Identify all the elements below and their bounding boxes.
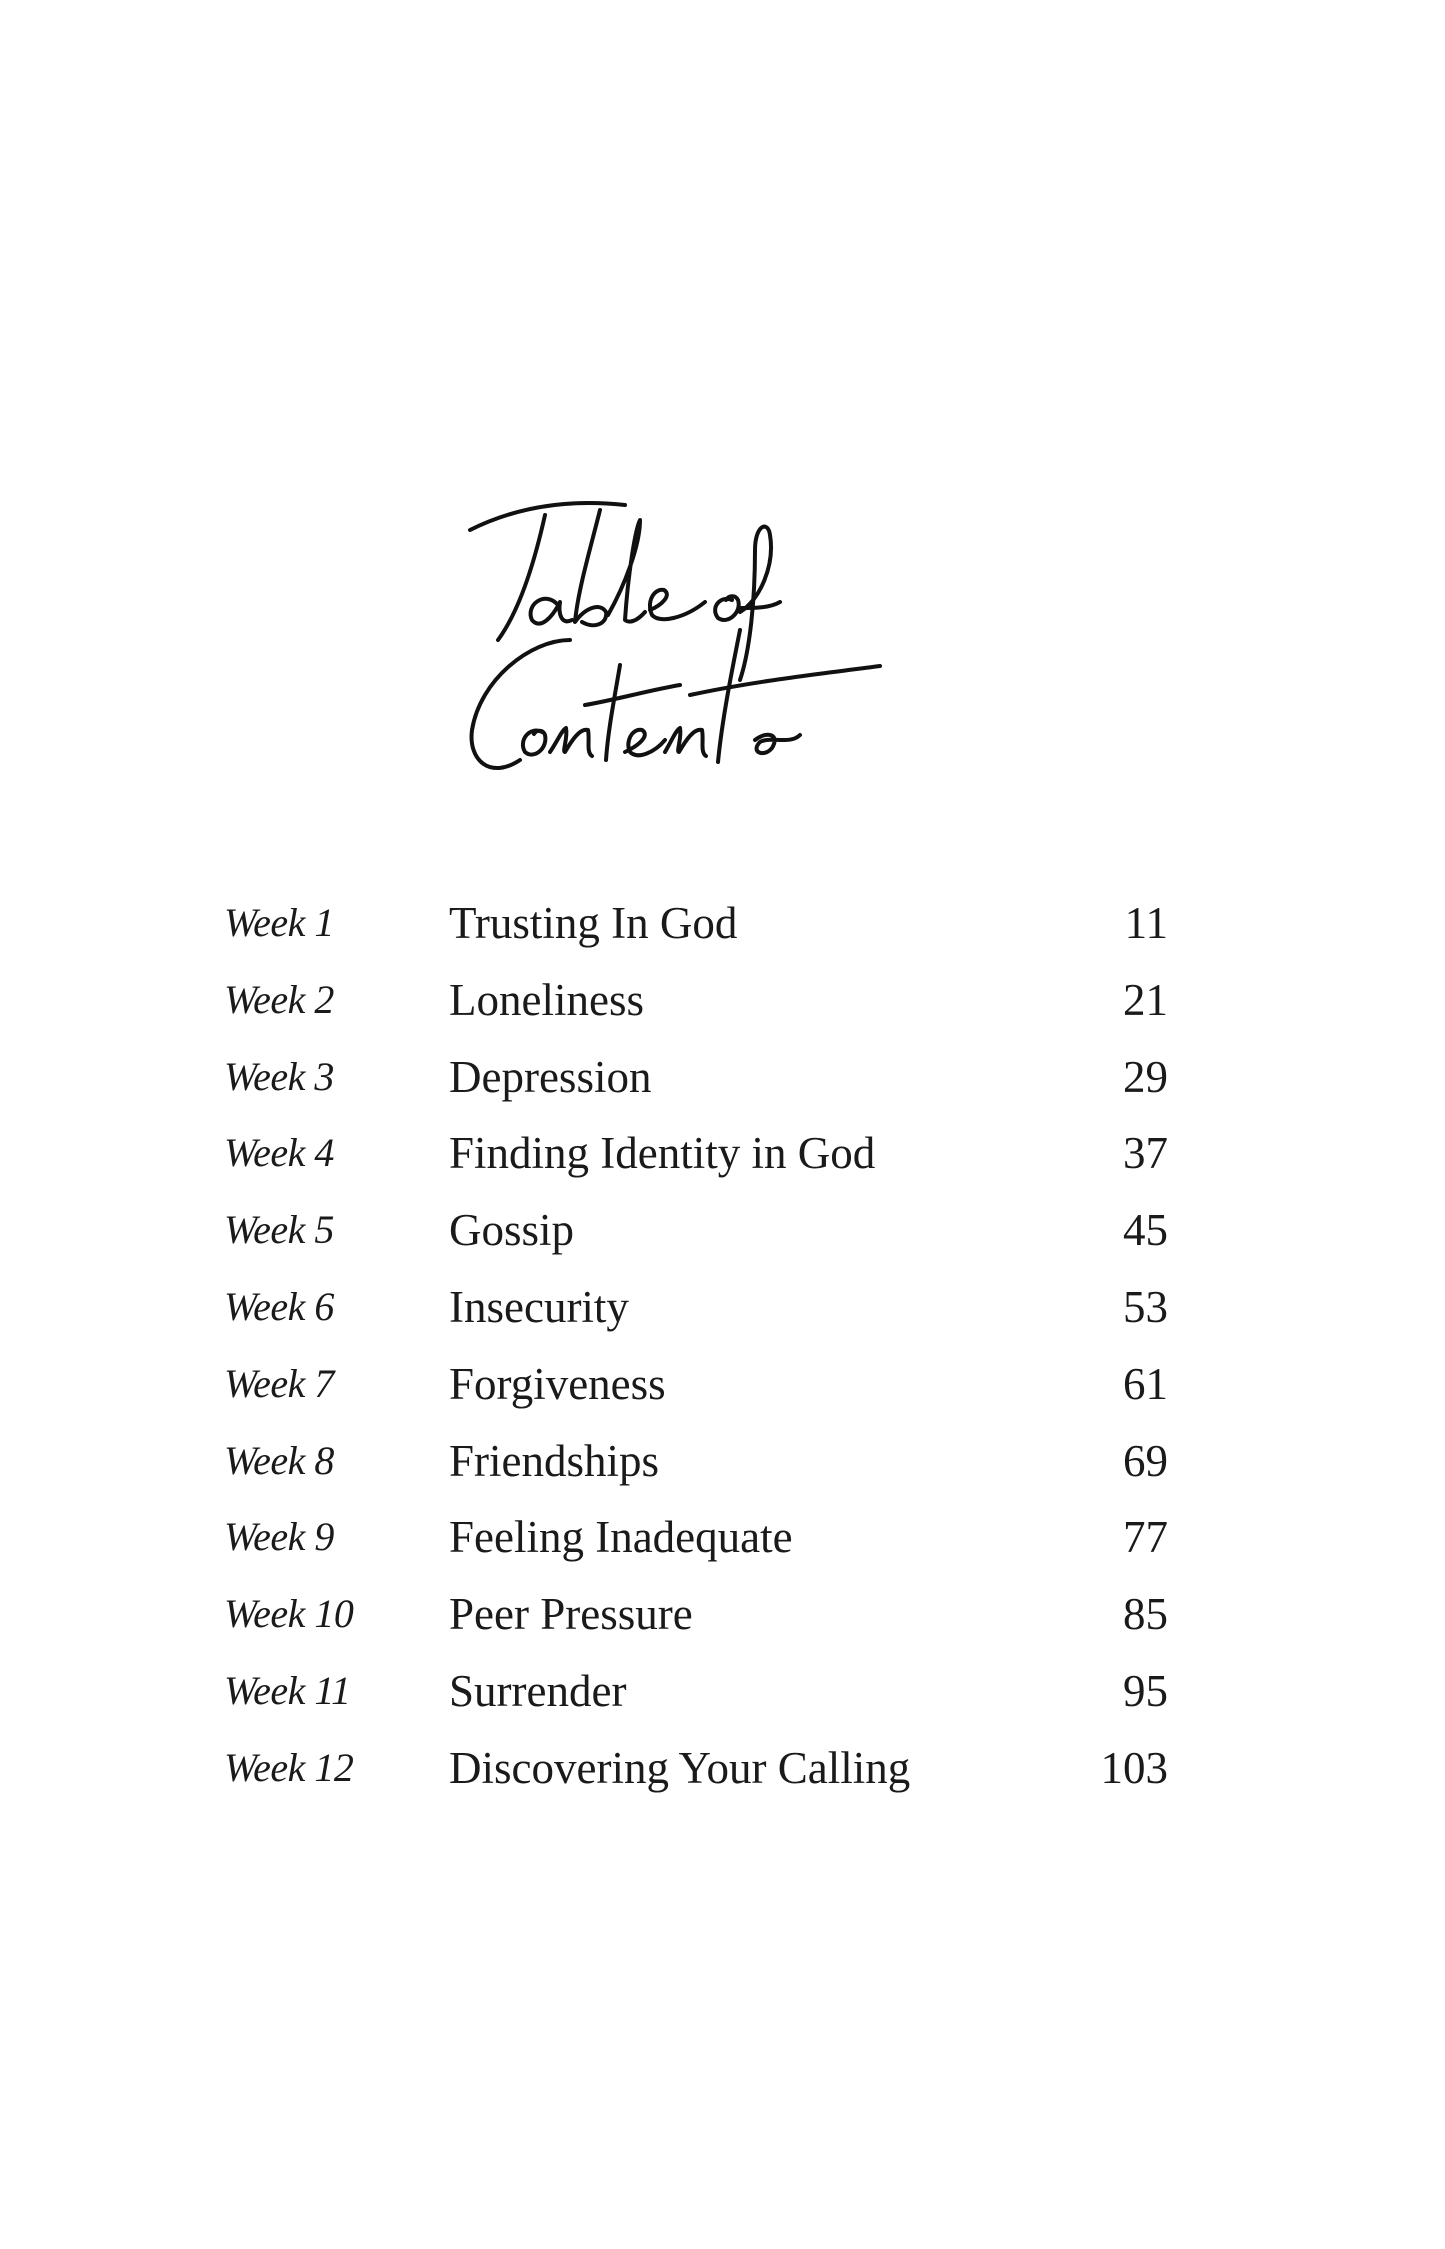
toc-page-number: 11 — [1124, 898, 1168, 948]
toc-entry[interactable] — [224, 970, 1168, 1047]
toc-page-number: 37 — [1123, 1128, 1168, 1179]
toc-page-number: 103 — [1100, 1742, 1168, 1793]
toc-week: Week 4 — [224, 1130, 334, 1176]
toc-week: Week 2 — [224, 976, 334, 1022]
toc-page-number: 61 — [1123, 1358, 1168, 1409]
toc-page-number: 95 — [1123, 1665, 1168, 1716]
toc-page-number: 69 — [1123, 1435, 1168, 1486]
toc-week: Week 10 — [224, 1591, 354, 1637]
toc-page-number: 77 — [1123, 1512, 1168, 1563]
toc-entry[interactable] — [224, 1123, 1168, 1200]
toc-page-number: 53 — [1123, 1281, 1168, 1332]
toc-week: Week 1 — [224, 900, 334, 945]
lettering-line-2 — [472, 630, 880, 768]
toc-page-number: 29 — [1123, 1051, 1168, 1102]
toc-topic: Surrender — [449, 1665, 627, 1716]
toc-entry[interactable] — [224, 1200, 1168, 1277]
toc-page-number: 45 — [1123, 1205, 1168, 1256]
toc-entry[interactable] — [224, 1661, 1168, 1738]
toc-entry[interactable] — [224, 1047, 1168, 1124]
toc-topic: Depression — [449, 1051, 652, 1102]
toc-topic: Peer Pressure — [449, 1589, 693, 1640]
toc-topic: Feeling Inadequate — [449, 1512, 793, 1563]
toc-topic: Loneliness — [449, 974, 644, 1025]
toc-week: Week 9 — [224, 1514, 334, 1560]
toc-week: Week 3 — [224, 1053, 334, 1099]
toc-week: Week 8 — [224, 1437, 334, 1483]
toc-topic: Finding Identity in God — [449, 1128, 876, 1179]
toc-entry[interactable] — [224, 893, 1168, 970]
toc-week: Week 5 — [224, 1207, 334, 1253]
toc-page-number: 21 — [1123, 974, 1168, 1025]
toc-topic: Insecurity — [449, 1281, 629, 1332]
toc-entry[interactable] — [224, 1738, 1168, 1815]
toc-title — [450, 490, 990, 810]
toc-list — [224, 893, 1168, 1815]
toc-topic: Gossip — [449, 1205, 575, 1256]
toc-week: Week 6 — [224, 1283, 334, 1329]
handwritten-title-lettering — [450, 490, 990, 810]
toc-week: Week 11 — [224, 1667, 351, 1713]
toc-entry[interactable] — [224, 1431, 1168, 1508]
toc-week: Week 7 — [224, 1360, 334, 1406]
toc-entry[interactable] — [224, 1584, 1168, 1661]
toc-topic: Friendships — [449, 1435, 660, 1486]
toc-page-number: 85 — [1123, 1589, 1168, 1640]
toc-topic: Trusting In God — [449, 898, 738, 948]
toc-topic: Forgiveness — [449, 1358, 666, 1409]
toc-entry[interactable] — [224, 1354, 1168, 1431]
toc-entry[interactable] — [224, 1277, 1168, 1354]
toc-topic: Discovering Your Calling — [449, 1742, 911, 1793]
toc-week: Week 12 — [224, 1744, 354, 1790]
toc-entry[interactable] — [224, 1507, 1168, 1584]
